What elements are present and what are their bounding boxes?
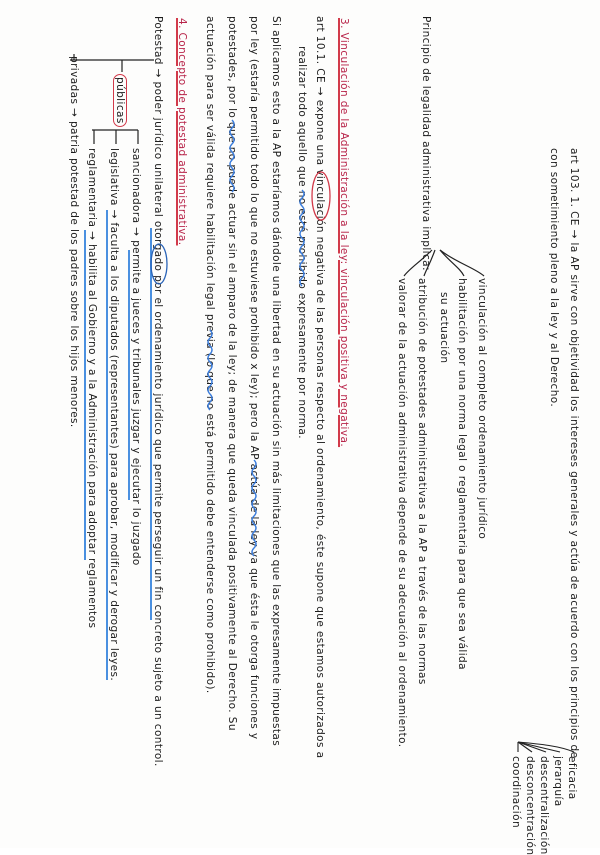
potestad-line: Potestad → poder jurídico unilateral otorgado por el ordenamiento jurídico que permite perseguir un fin concreto sujeto a un control. bbox=[152, 16, 164, 767]
privadas-line: privadas → patria potestad de los padres sobre los hijos menores. bbox=[68, 56, 80, 428]
principio-label: Principio de legalidad administrativa implica: bbox=[420, 16, 432, 271]
branch-1: vinculación al completo ordenamiento jurídico bbox=[476, 278, 488, 540]
principle-descentralizacion: descentralización bbox=[538, 756, 550, 855]
si-line-4: actuación para ser válida requiere habilitación legal previa (lo que no está permitido debe entenderse como prohibido). bbox=[204, 16, 216, 694]
principle-eficacia: eficacia bbox=[566, 756, 578, 800]
si-line-3: potestades, por lo que no puede actuar sin el amparo de la ley; de manera que queda vinculada positivamente al Derecho. Su bbox=[226, 16, 238, 731]
art10-line-1: art 10.1. CE → expone una vinculación negativa de las personas respecto al ordenamiento, éste supone que estamos autorizados a bbox=[314, 16, 326, 759]
si-line-2: por ley (estaría permitido todo lo que no estuviese prohibido x ley); pero la AP actúa de la ley ya que ésta le otorga funciones y bbox=[248, 16, 260, 740]
si-line-1: Si aplicamos esto a la AP estaríamos dándole una libertad en su actuación sin más limitaciones que las expresamente impuestas bbox=[270, 16, 282, 747]
section-3-title: 3. Vinculación de la Administración a la ley: vinculación positiva y negativa. bbox=[338, 18, 350, 448]
art103-text-2: con sometimiento pleno a la ley y al Derecho. bbox=[548, 148, 560, 408]
publicas-label: públicas bbox=[114, 74, 126, 127]
branch-5: valorar de la actuación administrativa depende de su adecuación al ordenamiento. bbox=[396, 278, 408, 748]
principle-jerarquia: jerarquía bbox=[552, 756, 564, 807]
principle-coordinacion: coordinación bbox=[510, 756, 522, 828]
art10-line-2: realizar todo aquello que no esté prohibido expresamente por norma. bbox=[296, 46, 308, 439]
section-4-title: 4. Concepto de potestad administrativa. bbox=[176, 18, 188, 246]
branch-2: habilitación por una norma legal o reglamentaria para que sea válida bbox=[456, 278, 468, 670]
art103-ref: art 103. 1. CE → bbox=[568, 148, 580, 239]
principle-desconcentracion: desconcentración bbox=[524, 756, 536, 855]
sancionadora-line: sancionadora → permite a jueces y tribunales juzgar y ejecutar lo juzgado bbox=[130, 148, 142, 566]
branch-3: su actuación bbox=[438, 292, 450, 364]
branch-4: atribución de potestades administrativas a la AP a través de las normas bbox=[416, 278, 428, 685]
legislativa-line: legislativa → faculta a los diputados (representantes) para aprobar, modificar y derogar leyes. bbox=[108, 148, 120, 682]
art103-text: la AP sirve con objetividad los intereses generales y actúa de acuerdo con los principios de bbox=[568, 242, 580, 759]
reglamentaria-line: reglamentaria → habilita al Gobierno y a la Administración para adoptar reglamentos bbox=[86, 148, 98, 629]
